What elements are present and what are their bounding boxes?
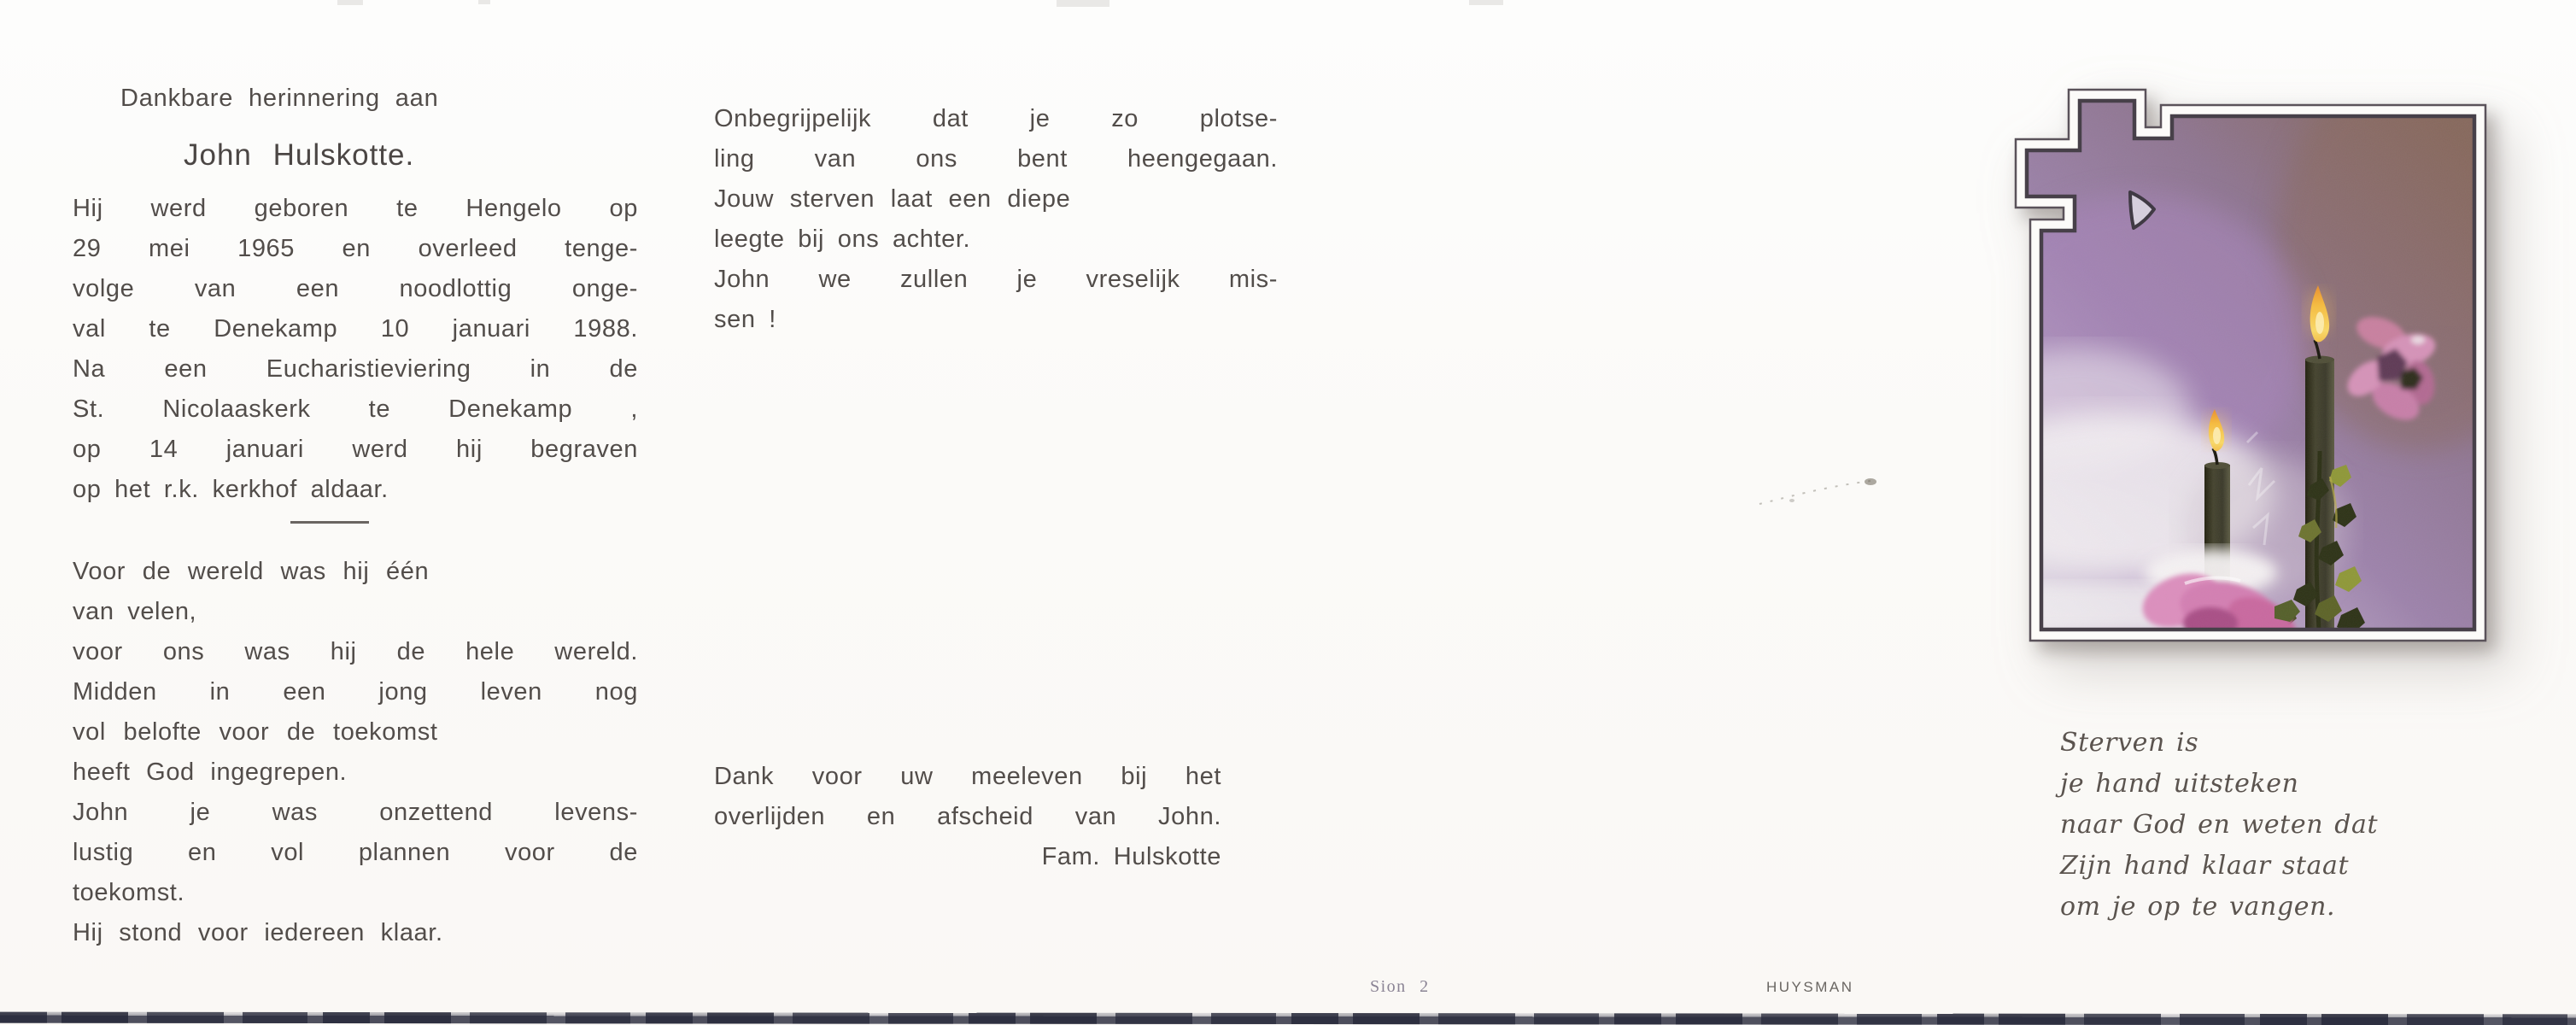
text-line: leegte bij ons achter.	[714, 226, 971, 253]
text-line: St. Nicolaaskerk te Denekamp ,	[73, 395, 638, 423]
scan-artifact	[478, 0, 490, 4]
text-line: ling van ons bent heengegaan.	[714, 145, 1278, 173]
section-divider	[290, 521, 369, 524]
printer-series-mark: Sion 2	[1370, 977, 1430, 996]
text-line: Dank voor uw meeleven bij het	[714, 763, 1221, 790]
biography-paragraph	[73, 189, 638, 510]
verse-line: je hand uitsteken	[2060, 769, 2299, 799]
pencil-smudge	[1742, 466, 1913, 517]
paper-grain	[2016, 90, 2485, 641]
scan-edge-strip	[0, 1012, 2576, 1025]
text-line: op 14 januari werd hij begraven	[73, 436, 638, 463]
verse-line: Sterven is	[2060, 728, 2199, 758]
text-line: volge van een noodlottig onge-	[73, 275, 638, 302]
text-line: John je was onzettend levens-	[73, 799, 638, 826]
grief-paragraph	[714, 99, 1278, 340]
text-line: Hij werd geboren te Hengelo op	[73, 195, 638, 222]
scan-artifact	[1057, 0, 1109, 7]
text-line: heeft God ingegrepen.	[73, 758, 348, 786]
memorial-photo	[1993, 84, 2505, 656]
scan-artifact	[1469, 0, 1503, 5]
tribute-paragraph	[73, 552, 638, 953]
text-line: op het r.k. kerkhof aldaar.	[73, 476, 389, 503]
text-line: voor ons was hij de hele wereld.	[73, 638, 638, 665]
photo-content	[1993, 84, 2505, 656]
text-line: Onbegrijpelijk dat je zo plotse-	[714, 105, 1278, 132]
text-line: val te Denekamp 10 januari 1988.	[73, 315, 638, 343]
verse-line: naar God en weten dat	[2060, 810, 2379, 840]
family-signature: Fam. Hulskotte	[1041, 843, 1221, 870]
text-line: sen !	[714, 306, 776, 333]
text-line: lustig en vol plannen voor de	[73, 839, 638, 866]
scan-artifact	[337, 0, 363, 5]
intro-line: Dankbare herinnering aan	[120, 85, 439, 112]
text-line: John we zullen je vreselijk mis-	[714, 266, 1278, 293]
publisher-mark: HUYSMAN	[1766, 979, 1854, 995]
text-line: Jouw sterven laat een diepe	[714, 185, 1071, 213]
thanks-paragraph	[714, 757, 1221, 877]
text-line: van velen,	[73, 598, 197, 625]
verse-line: om je op te vangen.	[2060, 892, 2336, 922]
text-line: Hij stond voor iedereen klaar.	[73, 919, 443, 946]
text-line: Na een Eucharistieviering in de	[73, 355, 638, 383]
text-line: Voor de wereld was hij één	[73, 558, 430, 585]
text-line: overlijden en afscheid van John.	[714, 803, 1221, 830]
deceased-name: John Hulskotte.	[184, 138, 415, 172]
candle-photo-graphic	[1993, 84, 2505, 656]
text-line: 29 mei 1965 en overleed tenge-	[73, 235, 638, 262]
text-line: Midden in een jong leven nog	[73, 678, 638, 706]
text-line: toekomst.	[73, 879, 185, 906]
verse-line: Zijn hand klaar staat	[2060, 851, 2350, 881]
verse-block	[2060, 723, 2378, 928]
text-line: vol belofte voor de toekomst	[73, 718, 438, 746]
